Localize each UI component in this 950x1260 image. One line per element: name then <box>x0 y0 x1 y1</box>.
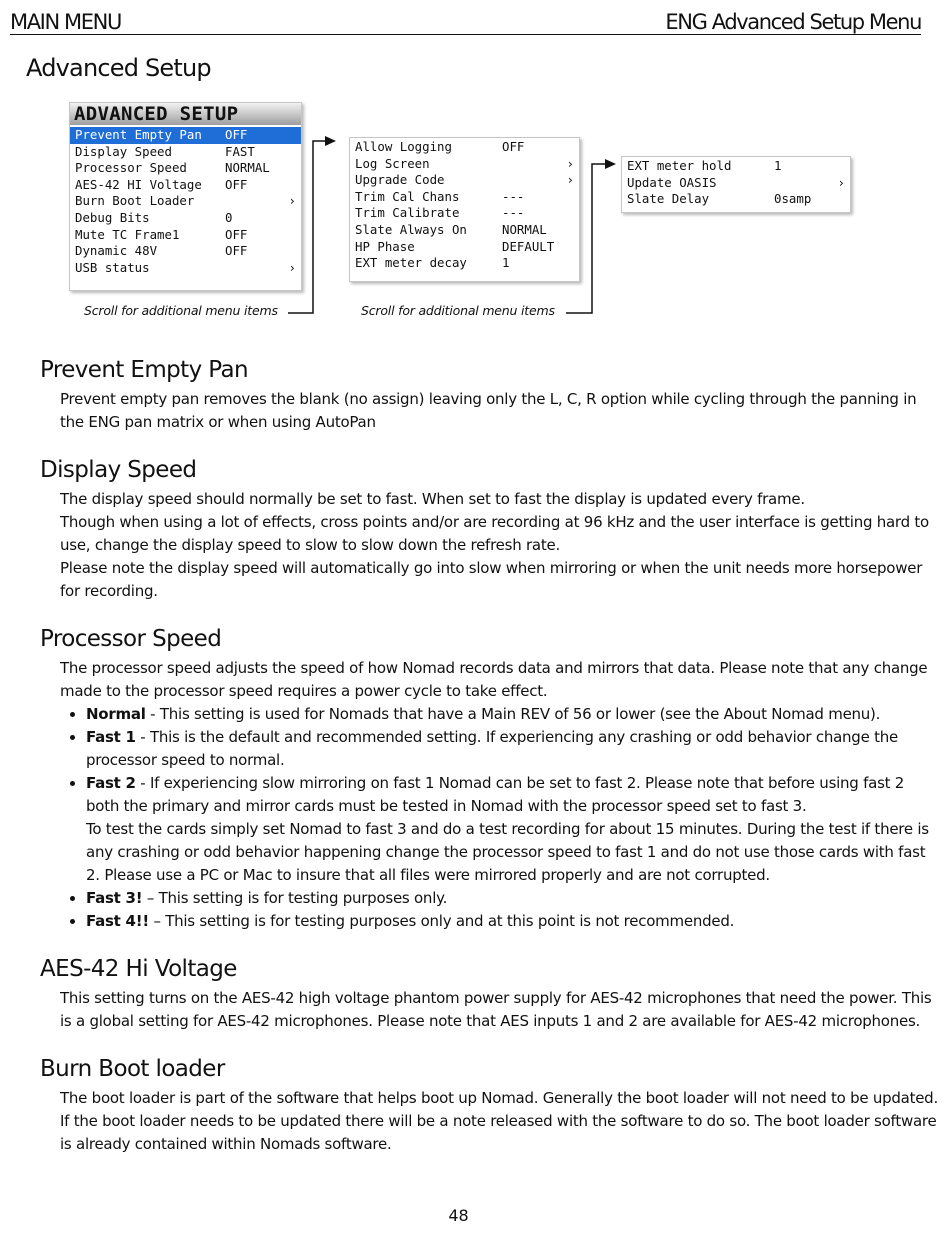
menu-item-label: Log Screen <box>355 155 430 171</box>
list-item-text: – This setting is for testing purposes only. <box>142 889 448 907</box>
list-item-text: - This setting is used for Nomads that have a Main REV of 56 or lower (see the About Nomad menu). <box>145 705 881 723</box>
menu-item-label: Mute TC Frame1 <box>75 226 180 242</box>
list-item <box>86 703 940 726</box>
advanced-setup-menu <box>69 102 302 291</box>
menu-item-label: Debug Bits <box>75 209 150 225</box>
list-item <box>86 910 940 933</box>
menu-item-label: Allow Logging <box>355 139 452 154</box>
header-left: MAIN MENU <box>10 10 121 34</box>
menu-item-label: Burn Boot Loader <box>75 193 195 209</box>
header-right: ENG Advanced Setup Menu <box>665 10 921 34</box>
scroll-caption-2: Scroll for additional menu items <box>361 303 555 318</box>
connector-arrowhead-1 <box>325 136 336 146</box>
menu-item-label: AES-42 HI Voltage <box>75 176 202 192</box>
menu-item-value: --- <box>502 205 525 221</box>
list-item-term: Fast 2 <box>86 774 136 792</box>
menu-item-slate-always-on[interactable] <box>350 222 579 239</box>
list-item-term: Fast 3! <box>86 889 143 907</box>
advanced-setup-menu-page2 <box>349 137 580 282</box>
menu-item-ext-meter-decay[interactable] <box>350 255 579 272</box>
menu-item-burn-boot-loader[interactable] <box>70 193 301 210</box>
menu-item-label: Trim Calibrate <box>355 205 460 221</box>
menu-item-value: OFF <box>225 226 248 242</box>
section-heading-aes42-hi-voltage: AES-42 Hi Voltage <box>40 956 237 982</box>
section-heading-burn-boot-loader: Burn Boot loader <box>40 1056 225 1082</box>
menu-item-value: NORMAL <box>502 221 547 237</box>
menu-item-label: USB status <box>75 259 150 275</box>
menu-item-value: OFF <box>502 139 525 154</box>
chevron-right-icon: › <box>288 259 296 275</box>
list-item-term: Fast 1 <box>86 728 136 746</box>
list-item-text: – This setting is for testing purposes only and at this point is not recommended. <box>148 912 735 930</box>
section-paragraph: This setting turns on the AES-42 high voltage phantom power supply for AES-42 microphones that need the power. This is a global setting for AES-42 microphones. Please note that AES inputs 1 and 2 are available for AES-42 microphones. <box>60 989 932 1030</box>
chevron-right-icon: › <box>566 172 574 188</box>
page-title: Advanced Setup <box>26 54 211 82</box>
menu-item-value: --- <box>502 188 525 204</box>
menu-item-value: 1 <box>502 255 510 271</box>
section-heading-display-speed: Display Speed <box>40 457 197 483</box>
section-paragraph: The processor speed adjusts the speed of how Nomad records data and mirrors that data. Please note that any change made to the processor speed requires a power cycle to take effect. <box>60 659 928 700</box>
menu-item-label: Processor Speed <box>75 160 187 176</box>
menu-item-label: Slate Always On <box>355 221 467 237</box>
list-item <box>86 772 940 887</box>
menu-item-trim-calibrate[interactable] <box>350 205 579 222</box>
menu-item-debug-bits[interactable] <box>70 210 301 227</box>
menu-item-label: Update OASIS <box>627 174 717 190</box>
menu-item-hp-phase[interactable] <box>350 239 579 256</box>
menu-item-update-oasis[interactable] <box>622 175 850 192</box>
menu-item-label: Prevent Empty Pan <box>75 127 202 142</box>
menu-item-dynamic-48v[interactable] <box>70 243 301 260</box>
menu-item-value: 0 <box>225 209 233 225</box>
menu-item-label: Trim Cal Chans <box>355 188 460 204</box>
menu-item-processor-speed[interactable] <box>70 160 301 177</box>
advanced-setup-menu-title: ADVANCED SETUP <box>70 103 301 127</box>
advanced-setup-menu-page3 <box>621 156 851 213</box>
chevron-right-icon: › <box>288 193 296 209</box>
menu-item-label: Display Speed <box>75 143 172 159</box>
processor-speed-list <box>40 703 940 933</box>
menu-item-allow-logging[interactable] <box>350 139 579 156</box>
page-number: 48 <box>448 1206 469 1225</box>
menu-item-value: FAST <box>225 143 255 159</box>
section-paragraph: Prevent empty pan removes the blank (no assign) leaving only the L, C, R option while cycling through the panning in the ENG pan matrix or when using AutoPan <box>60 390 917 431</box>
section-heading-processor-speed: Processor Speed <box>40 626 222 652</box>
scroll-caption-1: Scroll for additional menu items <box>84 303 278 318</box>
chevron-right-icon: › <box>837 174 845 190</box>
menu-item-value: DEFAULT <box>502 238 555 254</box>
list-item <box>86 726 940 772</box>
list-item <box>86 887 940 910</box>
menu-item-aes42-hi-voltage[interactable] <box>70 177 301 194</box>
menu-item-prevent-empty-pan[interactable] <box>70 127 301 144</box>
menu-item-mute-tc-frame1[interactable] <box>70 227 301 244</box>
menu-item-display-speed[interactable] <box>70 144 301 161</box>
menu-item-slate-delay[interactable] <box>622 191 850 208</box>
menu-item-label: Dynamic 48V <box>75 243 158 259</box>
section-paragraph: Please note the display speed will automatically go into slow when mirroring or when the unit needs more horsepower for recording. <box>60 559 923 600</box>
menu-item-upgrade-code[interactable] <box>350 172 579 189</box>
menu-item-label: EXT meter decay <box>355 255 467 271</box>
menu-item-label: Upgrade Code <box>355 172 445 188</box>
list-item-term: Fast 4!! <box>86 912 149 930</box>
document-body <box>40 352 940 1156</box>
list-item-extra: To test the cards simply set Nomad to fast 3 and do a test recording for about 15 minutes. During the test if there is any crashing or odd behavior happening change the processor speed to fast 1 and do not use those cards with fast 2. Please use a PC or Mac to insure that all files were mirrored properly and are not corrupted. <box>86 820 929 884</box>
menu-item-log-screen[interactable] <box>350 156 579 173</box>
section-heading-prevent-empty-pan: Prevent Empty Pan <box>40 357 249 383</box>
list-item-text: - If experiencing slow mirroring on fast 1 Nomad can be set to fast 2. Please note that before using fast 2 both the primary and mirror cards must be tested in Nomad with the processor speed set to fast 3. <box>86 774 905 815</box>
connector-arrowhead-2 <box>605 159 616 169</box>
section-paragraph: Though when using a lot of effects, cross points and/or are recording at 96 kHz and the user interface is getting hard to use, change the display speed to slow to slow down the refresh rate. <box>60 513 929 554</box>
menu-item-label: EXT meter hold <box>627 158 732 173</box>
chevron-right-icon: › <box>566 155 574 171</box>
menu-item-label: Slate Delay <box>627 191 710 207</box>
menu-item-value: NORMAL <box>225 160 270 176</box>
menu-item-value: 1 <box>774 158 782 173</box>
list-item-term: Normal <box>86 705 146 723</box>
menu-item-value: OFF <box>225 243 248 259</box>
menu-item-value: OFF <box>225 127 248 142</box>
menu-item-value: OFF <box>225 176 248 192</box>
menu-item-usb-status[interactable] <box>70 260 301 277</box>
menu-item-trim-cal-chans[interactable] <box>350 189 579 206</box>
list-item-text: - This is the default and recommended setting. If experiencing any crashing or odd behavior change the processor speed to normal. <box>86 728 898 769</box>
section-paragraph: The display speed should normally be set to fast. When set to fast the display is updated every frame. <box>60 490 805 508</box>
menu-item-label: HP Phase <box>355 238 415 254</box>
section-paragraph: The boot loader is part of the software that helps boot up Nomad. Generally the boot loader will not need to be updated. If the boot loader needs to be updated there will be a note released with the software to do so. The boot loader software is already contained within Nomads software. <box>60 1089 938 1153</box>
menu-item-ext-meter-hold[interactable] <box>622 158 850 175</box>
menu-item-value: 0samp <box>774 191 812 207</box>
